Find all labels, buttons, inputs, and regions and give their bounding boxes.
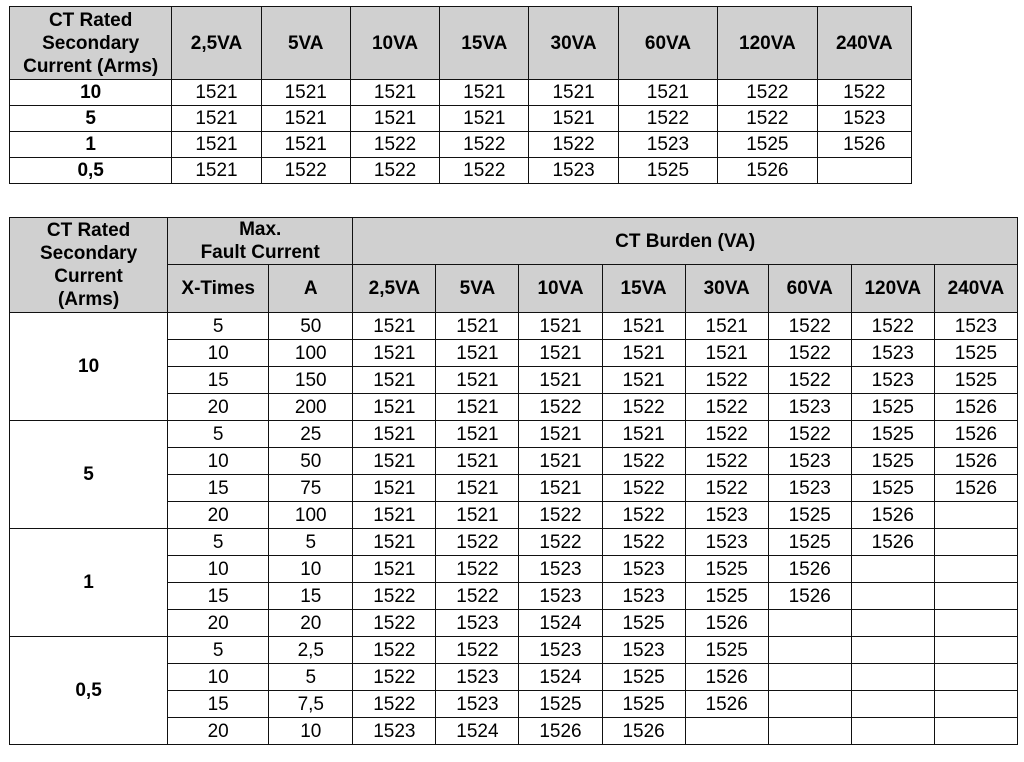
table1-header-row — [10, 7, 912, 80]
table1-burden-header: 5VA — [261, 7, 350, 80]
table2-burden-header: 10VA — [519, 265, 602, 313]
table1-body — [10, 80, 912, 184]
amps-cell: 2,5 — [269, 637, 353, 664]
table1-burden-header: 240VA — [817, 7, 911, 80]
table-cell: 1521 — [353, 313, 436, 340]
table-cell: 1521 — [685, 313, 768, 340]
table-row — [10, 158, 912, 184]
table-cell: 1521 — [172, 158, 261, 184]
ct-rated-current: 0,5 — [10, 637, 168, 745]
table2-max-fault-header: Max. Fault Current — [168, 218, 353, 265]
amps-cell: 100 — [269, 340, 353, 367]
table-cell: 1526 — [934, 394, 1017, 421]
table-cell: 1522 — [350, 158, 439, 184]
table-cell — [934, 718, 1017, 745]
ct-rated-current: 1 — [10, 529, 168, 637]
x-times-cell: 20 — [168, 394, 269, 421]
table-cell — [768, 718, 851, 745]
table-cell: 1521 — [440, 80, 529, 106]
table-cell: 1521 — [172, 132, 261, 158]
table1-burden-header: 15VA — [440, 7, 529, 80]
table-cell: 1525 — [768, 529, 851, 556]
amps-cell: 200 — [269, 394, 353, 421]
table2-burden-header: 2,5VA — [353, 265, 436, 313]
table-cell: 1521 — [519, 421, 602, 448]
table-cell: 1523 — [519, 556, 602, 583]
table-cell: 1523 — [768, 475, 851, 502]
table-cell: 1522 — [353, 664, 436, 691]
table-cell: 1526 — [851, 502, 934, 529]
table-cell: 1522 — [685, 394, 768, 421]
table-cell: 1522 — [768, 421, 851, 448]
table-cell: 1521 — [261, 132, 350, 158]
table-cell — [768, 610, 851, 637]
x-times-cell: 5 — [168, 313, 269, 340]
table-cell: 1521 — [353, 556, 436, 583]
table-cell: 1526 — [602, 718, 685, 745]
table1-burden-header: 60VA — [618, 7, 717, 80]
table2-burden-header: 30VA — [685, 265, 768, 313]
x-times-cell: 20 — [168, 718, 269, 745]
amps-cell: 7,5 — [269, 691, 353, 718]
table-cell — [851, 718, 934, 745]
table-cell: 1521 — [602, 340, 685, 367]
table-cell: 1526 — [934, 448, 1017, 475]
table-cell: 1522 — [436, 529, 519, 556]
table2-burden-header: 60VA — [768, 265, 851, 313]
table-cell: 1525 — [851, 394, 934, 421]
table-cell: 1523 — [768, 394, 851, 421]
table-cell — [851, 637, 934, 664]
table-cell: 1521 — [519, 313, 602, 340]
table-cell: 1521 — [519, 367, 602, 394]
table-cell: 1521 — [261, 80, 350, 106]
table2-header-row-1 — [10, 218, 1018, 265]
table-cell: 1521 — [519, 475, 602, 502]
table-cell: 1525 — [934, 367, 1017, 394]
table-cell: 1523 — [436, 610, 519, 637]
table-cell: 1525 — [851, 475, 934, 502]
table-cell: 1521 — [602, 313, 685, 340]
amps-cell: 75 — [269, 475, 353, 502]
table-cell: 1521 — [353, 394, 436, 421]
table2-burden-header: 240VA — [934, 265, 1017, 313]
table-cell: 1521 — [440, 106, 529, 132]
ct-rated-current: 10 — [10, 313, 168, 421]
table-cell: 1523 — [602, 637, 685, 664]
table-cell: 1522 — [602, 448, 685, 475]
amps-cell: 100 — [269, 502, 353, 529]
table-cell: 1522 — [436, 637, 519, 664]
table2-burden-header: 5VA — [436, 265, 519, 313]
table-cell: 1526 — [934, 421, 1017, 448]
table-cell: 1521 — [602, 367, 685, 394]
table-cell: 1522 — [602, 529, 685, 556]
table-cell: 1522 — [353, 583, 436, 610]
x-times-cell: 5 — [168, 421, 269, 448]
table-cell: 1522 — [436, 556, 519, 583]
table-cell: 1522 — [519, 529, 602, 556]
table-cell: 1522 — [768, 340, 851, 367]
table-cell: 1522 — [261, 158, 350, 184]
table-cell — [934, 583, 1017, 610]
table-cell: 1522 — [685, 421, 768, 448]
table-cell: 1521 — [618, 80, 717, 106]
table-row — [10, 421, 1018, 448]
table-row — [10, 313, 1018, 340]
table-cell: 1521 — [685, 340, 768, 367]
table-cell: 1521 — [350, 106, 439, 132]
table-cell: 1521 — [353, 340, 436, 367]
amps-cell: 10 — [269, 556, 353, 583]
table-cell: 1526 — [685, 691, 768, 718]
table-cell: 1522 — [602, 502, 685, 529]
x-times-cell: 15 — [168, 583, 269, 610]
table-cell: 1526 — [768, 556, 851, 583]
table-cell: 1525 — [685, 637, 768, 664]
table-cell: 1522 — [685, 367, 768, 394]
table-cell: 1523 — [519, 637, 602, 664]
table-cell: 1521 — [436, 394, 519, 421]
table-cell: 1524 — [519, 610, 602, 637]
table-cell: 1523 — [934, 313, 1017, 340]
table-cell: 1521 — [436, 313, 519, 340]
table2-burden-header: 120VA — [851, 265, 934, 313]
x-times-cell: 15 — [168, 691, 269, 718]
table-cell: 1522 — [685, 475, 768, 502]
table-cell — [685, 718, 768, 745]
table-cell: 1523 — [768, 448, 851, 475]
table-cell: 1522 — [440, 158, 529, 184]
table-cell: 1521 — [436, 421, 519, 448]
table-cell — [934, 502, 1017, 529]
table-cell: 1525 — [602, 664, 685, 691]
table-cell: 1521 — [519, 340, 602, 367]
table-cell — [851, 610, 934, 637]
amps-cell: 5 — [269, 664, 353, 691]
table2-xtimes-header: X-Times — [168, 265, 269, 313]
x-times-cell: 5 — [168, 637, 269, 664]
x-times-cell: 10 — [168, 556, 269, 583]
table-cell: 1522 — [519, 394, 602, 421]
table-cell: 1522 — [602, 475, 685, 502]
table-cell: 1523 — [685, 529, 768, 556]
amps-cell: 50 — [269, 448, 353, 475]
table-cell: 1521 — [353, 529, 436, 556]
table1-burden-header: 30VA — [529, 7, 618, 80]
table-cell: 1523 — [602, 583, 685, 610]
table-cell: 1523 — [851, 367, 934, 394]
x-times-cell: 15 — [168, 367, 269, 394]
amps-cell: 10 — [269, 718, 353, 745]
table-cell — [934, 610, 1017, 637]
table-cell: 1521 — [436, 340, 519, 367]
table-cell: 1521 — [172, 80, 261, 106]
table-cell: 1521 — [529, 106, 618, 132]
table-cell: 1522 — [350, 132, 439, 158]
table-cell: 1525 — [685, 583, 768, 610]
table-cell: 1521 — [353, 502, 436, 529]
table-cell: 1521 — [353, 367, 436, 394]
table-row — [10, 529, 1018, 556]
table-cell: 1523 — [436, 691, 519, 718]
table-cell: 1526 — [685, 664, 768, 691]
table-cell: 1523 — [602, 556, 685, 583]
ct-rated-current: 5 — [10, 106, 172, 132]
x-times-cell: 20 — [168, 610, 269, 637]
table-cell: 1525 — [851, 421, 934, 448]
table-cell: 1522 — [718, 106, 817, 132]
table-cell: 1521 — [353, 475, 436, 502]
table-cell: 1522 — [353, 691, 436, 718]
table-cell: 1523 — [817, 106, 911, 132]
table-cell: 1521 — [261, 106, 350, 132]
table-cell: 1522 — [768, 313, 851, 340]
table-row — [10, 637, 1018, 664]
table-cell — [851, 556, 934, 583]
table-row — [10, 132, 912, 158]
table-cell: 1523 — [436, 664, 519, 691]
table2-body — [10, 313, 1018, 745]
table-cell: 1523 — [529, 158, 618, 184]
table-cell — [851, 691, 934, 718]
x-times-cell: 5 — [168, 529, 269, 556]
table1-burden-header: 10VA — [350, 7, 439, 80]
table-cell: 1526 — [768, 583, 851, 610]
table-cell: 1525 — [768, 502, 851, 529]
table-cell — [768, 664, 851, 691]
table-cell: 1521 — [350, 80, 439, 106]
table-cell: 1521 — [436, 475, 519, 502]
table-cell: 1525 — [602, 610, 685, 637]
table-cell — [851, 664, 934, 691]
table-cell: 1522 — [768, 367, 851, 394]
amps-cell: 5 — [269, 529, 353, 556]
ct-table-simple — [9, 6, 912, 184]
table-cell: 1522 — [817, 80, 911, 106]
table-cell: 1522 — [440, 132, 529, 158]
table-cell: 1525 — [685, 556, 768, 583]
table-cell: 1526 — [817, 132, 911, 158]
table-cell: 1523 — [519, 583, 602, 610]
table-cell: 1522 — [353, 610, 436, 637]
ct-rated-current: 10 — [10, 80, 172, 106]
table1-burden-header: 120VA — [718, 7, 817, 80]
table-cell: 1525 — [618, 158, 717, 184]
table-cell: 1526 — [718, 158, 817, 184]
table2-burden-header: 15VA — [602, 265, 685, 313]
x-times-cell: 20 — [168, 502, 269, 529]
x-times-cell: 15 — [168, 475, 269, 502]
table-row — [10, 80, 912, 106]
table-cell — [817, 158, 911, 184]
amps-cell: 50 — [269, 313, 353, 340]
table-cell: 1526 — [851, 529, 934, 556]
ct-rated-current: 0,5 — [10, 158, 172, 184]
table-cell: 1522 — [353, 637, 436, 664]
table-cell — [934, 556, 1017, 583]
table-cell: 1526 — [685, 610, 768, 637]
table-cell — [851, 583, 934, 610]
table-cell — [768, 691, 851, 718]
table-cell: 1523 — [353, 718, 436, 745]
table-cell — [934, 691, 1017, 718]
table-row — [10, 106, 912, 132]
table-cell — [934, 529, 1017, 556]
table-cell: 1522 — [618, 106, 717, 132]
table-cell: 1522 — [436, 583, 519, 610]
table-cell: 1523 — [685, 502, 768, 529]
table-cell: 1521 — [436, 448, 519, 475]
table2-burden-title: CT Burden (VA) — [353, 218, 1018, 265]
table-cell: 1521 — [436, 502, 519, 529]
table-cell: 1521 — [602, 421, 685, 448]
table-cell: 1521 — [353, 421, 436, 448]
table-cell: 1522 — [519, 502, 602, 529]
table-cell: 1524 — [519, 664, 602, 691]
table-cell: 1521 — [519, 448, 602, 475]
table-cell: 1523 — [851, 340, 934, 367]
table-cell: 1525 — [718, 132, 817, 158]
table-cell: 1521 — [353, 448, 436, 475]
table2-ct-header: CT Rated Secondary Current (Arms) — [10, 218, 168, 313]
table-cell: 1522 — [685, 448, 768, 475]
table-cell: 1522 — [602, 394, 685, 421]
table1-ct-header: CT Rated Secondary Current (Arms) — [10, 7, 172, 80]
amps-cell: 15 — [269, 583, 353, 610]
amps-cell: 25 — [269, 421, 353, 448]
table-cell: 1522 — [718, 80, 817, 106]
table-cell: 1525 — [519, 691, 602, 718]
amps-cell: 20 — [269, 610, 353, 637]
table-cell: 1525 — [602, 691, 685, 718]
table-cell: 1524 — [436, 718, 519, 745]
table-cell: 1523 — [618, 132, 717, 158]
table-cell: 1525 — [851, 448, 934, 475]
table-cell: 1526 — [934, 475, 1017, 502]
x-times-cell: 10 — [168, 340, 269, 367]
table-cell — [934, 664, 1017, 691]
table-cell: 1526 — [519, 718, 602, 745]
table-cell: 1521 — [172, 106, 261, 132]
x-times-cell: 10 — [168, 664, 269, 691]
table-cell: 1521 — [529, 80, 618, 106]
table-cell: 1525 — [934, 340, 1017, 367]
table1-burden-header: 2,5VA — [172, 7, 261, 80]
ct-table-fault-current — [9, 217, 1018, 745]
ct-rated-current: 1 — [10, 132, 172, 158]
table-cell — [768, 637, 851, 664]
table2-amps-header: A — [269, 265, 353, 313]
table-cell: 1522 — [851, 313, 934, 340]
amps-cell: 150 — [269, 367, 353, 394]
table-cell: 1522 — [529, 132, 618, 158]
x-times-cell: 10 — [168, 448, 269, 475]
table-cell — [934, 637, 1017, 664]
table-cell: 1521 — [436, 367, 519, 394]
ct-rated-current: 5 — [10, 421, 168, 529]
